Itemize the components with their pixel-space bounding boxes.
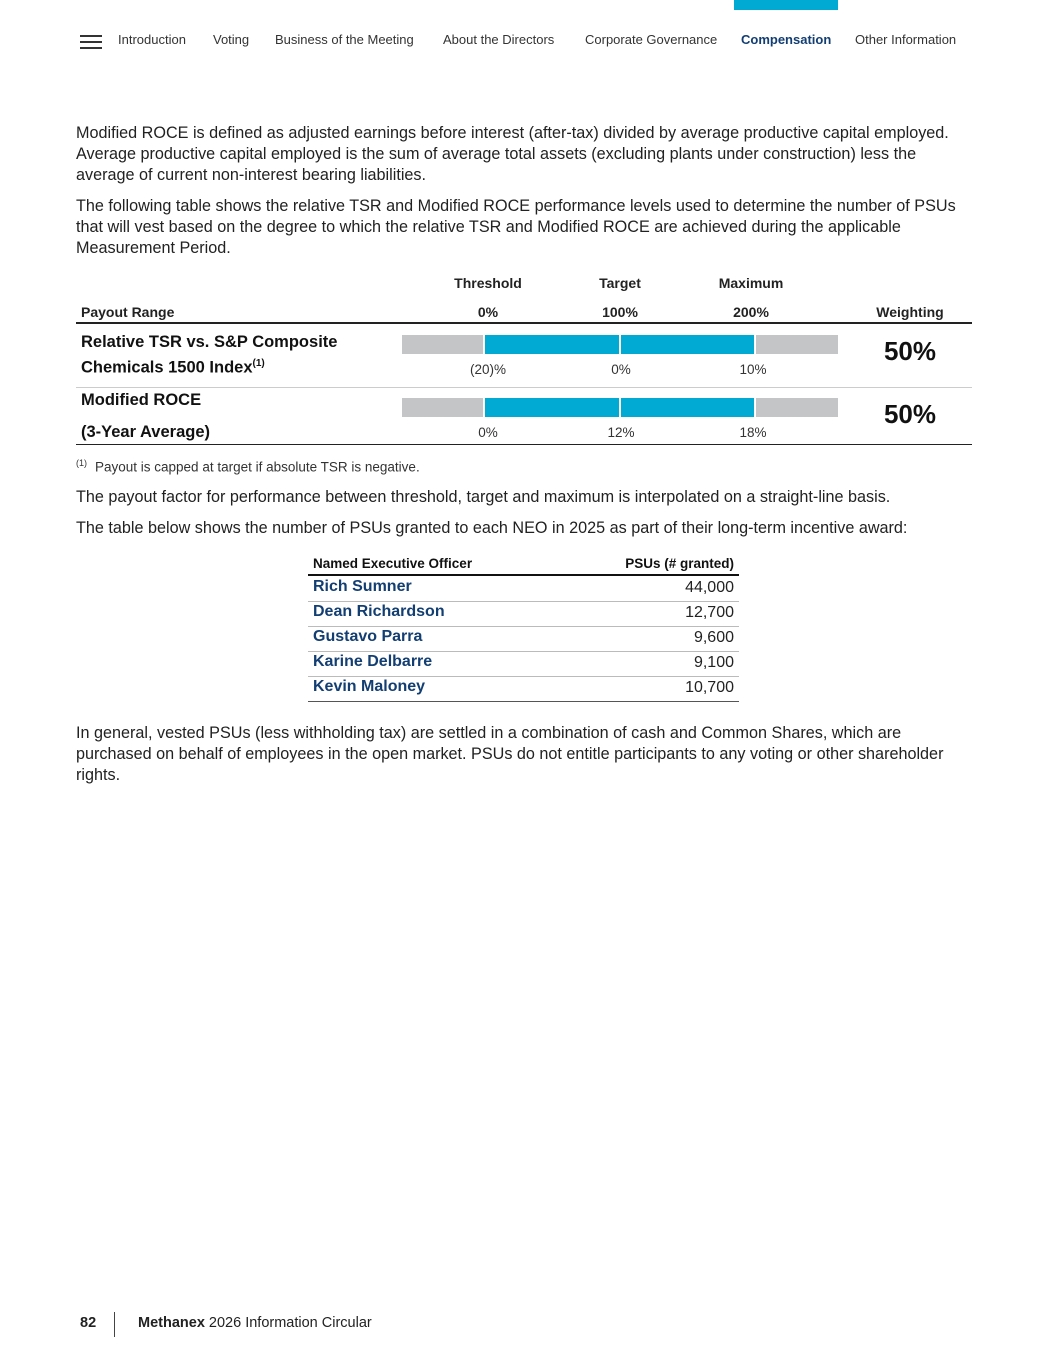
header-weighting: Weighting [876, 304, 944, 320]
header-named-executive-officer: Named Executive Officer [313, 556, 473, 571]
footer-divider [114, 1312, 115, 1337]
tsr-bar-below-threshold [402, 335, 483, 354]
tsr-tick-target: 0% [611, 362, 631, 377]
header-threshold: Threshold [454, 275, 522, 291]
active-tab-accent [734, 0, 838, 10]
roce-bar-threshold-target [485, 398, 619, 417]
header-target: Target [599, 275, 641, 291]
header-maximum: Maximum [718, 275, 784, 291]
tsr-tick-threshold: (20)% [469, 362, 506, 377]
paragraph-table-intro: The following table shows the relative TSR and Modified ROCE performance levels used to determine the number of PSUs that will vest based on the degree to which the relative TSR and Modified ROCE are achieved during the applicable Measurement Period. [76, 197, 956, 257]
top-nav [80, 32, 978, 52]
roce-tick-target: 12% [607, 425, 635, 440]
row-label-relative-tsr: Relative TSR vs. S&P Composite Chemicals 1500 Index$^{(1)}$ [81, 333, 338, 377]
table-bottom-rule [76, 444, 972, 445]
table-row [308, 676, 739, 702]
neo-name-link[interactable]: Dean Richardson [313, 603, 445, 620]
header-payout-range: Payout Range [81, 304, 175, 320]
table-row [308, 651, 739, 677]
neo-name-link[interactable]: Rich Sumner [313, 578, 412, 595]
nav-item-introduction[interactable]: Introduction [118, 32, 186, 47]
header-payout-target: 100% [602, 304, 638, 320]
psu-value: 10,700 [685, 679, 734, 696]
psu-value: 44,000 [685, 579, 734, 596]
footnote-marker: (1) [76, 458, 87, 468]
table-row [308, 626, 739, 652]
neo-name-link[interactable]: Karine Delbarre [313, 653, 433, 670]
paragraph-interpolation: The payout factor for performance between threshold, target and maximum is interpolated on a straight-line basis. [76, 488, 891, 506]
tsr-bar-target-maximum [621, 335, 754, 354]
roce-bar-target-maximum [621, 398, 754, 417]
row-divider [76, 387, 972, 388]
roce-weighting: 50% [883, 399, 937, 429]
paragraph-psu-table-intro: The table below shows the number of PSUs granted to each NEO in 2025 as part of their long-term incentive award: [76, 519, 908, 537]
nav-item-business-of-the-meeting[interactable]: Business of the Meeting [275, 32, 414, 47]
nav-item-compensation[interactable]: Compensation [741, 32, 832, 47]
footnote [76, 458, 420, 475]
neo-name-link[interactable]: Kevin Maloney [313, 678, 426, 695]
row-label-3-year-average: (3-Year Average) [81, 423, 211, 441]
paragraph-psu-settlement: In general, vested PSUs (less withholding tax) are settled in a combination of cash and Common Shares, which are purchased on behalf of employees in the open market. PSUs do not entitle participants to any voting or other shareholder rights. [76, 724, 944, 784]
table-row [308, 601, 739, 627]
brand-name: Methanex [138, 1315, 205, 1331]
nav-item-about-the-directors[interactable]: About the Directors [443, 32, 555, 47]
nav-item-voting[interactable]: Voting [213, 32, 250, 47]
nav-item-corporate-governance[interactable]: Corporate Governance [585, 32, 718, 47]
psu-value: 12,700 [685, 604, 734, 621]
tsr-weighting: 50% [883, 336, 937, 366]
footnote-text: Payout is capped at target if absolute TSR is negative. [95, 459, 420, 475]
row-label-modified-roce: Modified ROCE [81, 391, 202, 409]
document-subtitle: 2026 Information Circular [208, 1315, 372, 1331]
page-number: 82 [80, 1315, 97, 1331]
psu-value: 9,600 [693, 629, 734, 646]
paragraph-modified-roce-definition: Modified ROCE is defined as adjusted earnings before interest (after-tax) divided by average productive capital employed. Average productive capital employed is the sum of average total assets (excluding plants under construction) less the average of current non-interest bearing liabilities. [76, 124, 949, 184]
table-row [308, 576, 739, 602]
tsr-tick-maximum: 10% [739, 362, 767, 377]
tsr-bar-above-maximum [756, 335, 838, 354]
document-title [138, 1315, 372, 1331]
tsr-bar-threshold-target [485, 335, 619, 354]
psu-value: 9,100 [693, 654, 734, 671]
hamburger-menu-icon[interactable] [80, 35, 102, 49]
roce-bar-above-maximum [756, 398, 838, 417]
nav-item-other-information[interactable]: Other Information [855, 32, 957, 47]
table-header-rule [76, 322, 972, 324]
neo-name-link[interactable]: Gustavo Parra [313, 628, 423, 645]
header-payout-threshold: 0% [477, 304, 499, 320]
roce-tick-maximum: 18% [739, 425, 767, 440]
roce-bar-below-threshold [402, 398, 483, 417]
roce-tick-threshold: 0% [478, 425, 498, 440]
header-payout-maximum: 200% [733, 304, 769, 320]
header-psus-granted: PSUs (# granted) [625, 556, 734, 571]
